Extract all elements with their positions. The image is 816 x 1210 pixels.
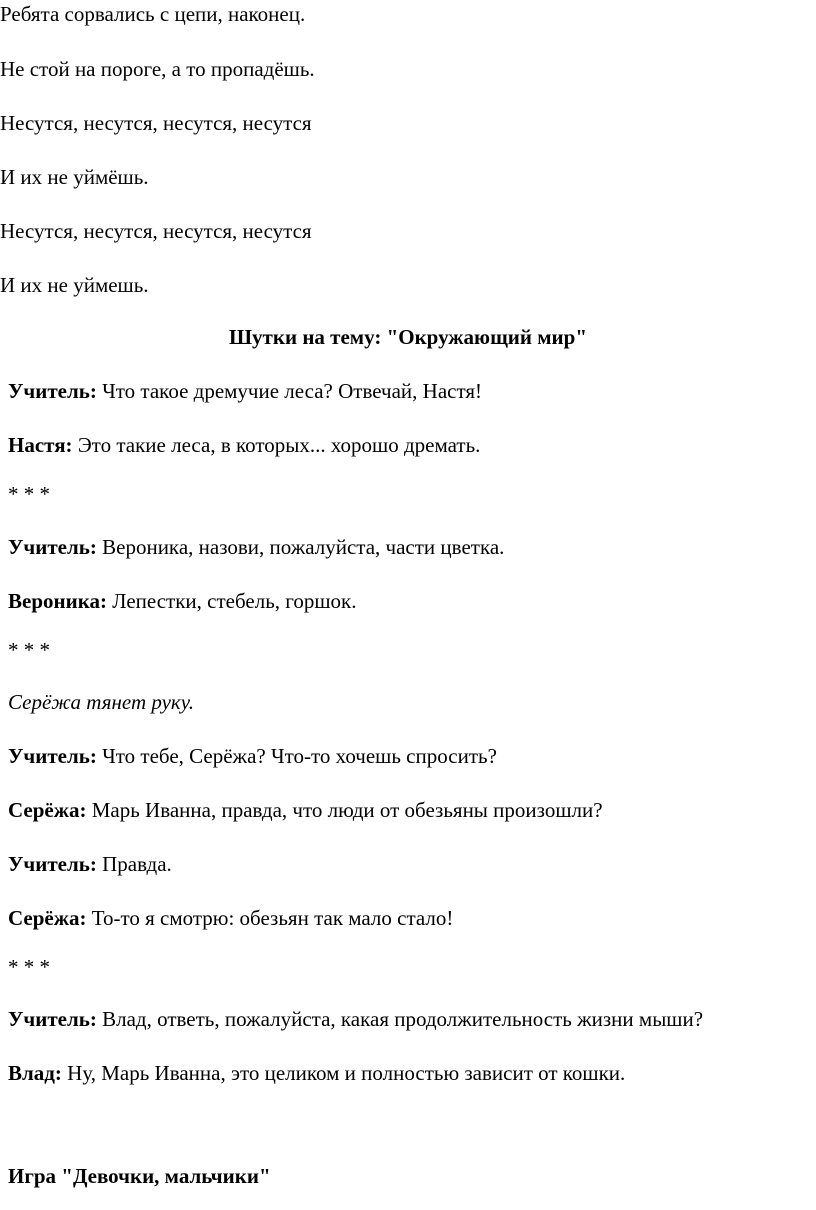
song-line: И их не уймёшь.: [0, 165, 149, 189]
dialogue-line: [8, 1006, 703, 1032]
dialogue-line: [8, 534, 504, 560]
line-text: То-то я смотрю: обезьян так мало стало!: [86, 906, 454, 930]
line-text: Правда.: [96, 852, 172, 876]
song-line: Ребята сорвались с цепи, наконец.: [0, 2, 306, 26]
speaker: Вероника:: [8, 589, 107, 613]
line-text: Влад, ответь, пожалуйста, какая продолжительность жизни мыши?: [96, 1007, 704, 1031]
speaker: Настя:: [8, 433, 73, 457]
dialogue-line: [8, 432, 480, 458]
speaker: Влад:: [8, 1061, 62, 1085]
dialogue-line: [8, 378, 482, 404]
speaker: Серёжа:: [8, 906, 87, 930]
section-title: Шутки на тему: "Окружающий мир": [229, 325, 587, 349]
dialogue-line: [8, 851, 172, 877]
line-text: Марь Иванна, правда, что люди от обезьяны произошли?: [86, 798, 603, 822]
dialogue-line: [8, 743, 497, 769]
speaker: Учитель:: [8, 1007, 97, 1031]
dialogue-line: [8, 797, 603, 823]
song-line: И их не уймешь.: [0, 273, 149, 297]
separator: * * *: [8, 638, 50, 662]
separator: * * *: [8, 482, 50, 506]
line-text: Ну, Марь Иванна, это целиком и полностью зависит от кошки.: [61, 1061, 626, 1085]
stage-direction: Серёжа тянет руку.: [8, 690, 194, 714]
speaker: Учитель:: [8, 852, 97, 876]
dialogue-line: [8, 905, 453, 931]
line-text: Это такие леса, в которых... хорошо дремать.: [72, 433, 481, 457]
dialogue-line: [8, 588, 357, 614]
line-text: Что тебе, Серёжа? Что-то хочешь спросить?: [96, 744, 497, 768]
speaker: Учитель:: [8, 535, 97, 559]
speaker: Серёжа:: [8, 798, 87, 822]
dialogue-line: [8, 1060, 625, 1086]
line-text: Лепестки, стебель, горшок.: [106, 589, 357, 613]
song-line: Не стой на пороге, а то пропадёшь.: [0, 57, 315, 81]
song-line: Несутся, несутся, несутся, несутся: [0, 111, 312, 135]
speaker: Учитель:: [8, 379, 97, 403]
song-line: Несутся, несутся, несутся, несутся: [0, 219, 312, 243]
separator: * * *: [8, 955, 50, 979]
speaker: Учитель:: [8, 744, 97, 768]
line-text: Вероника, назови, пожалуйста, части цветка.: [96, 535, 505, 559]
line-text: Что такое дремучие леса? Отвечай, Настя!: [96, 379, 483, 403]
section-title: Игра "Девочки, мальчики": [8, 1164, 271, 1188]
